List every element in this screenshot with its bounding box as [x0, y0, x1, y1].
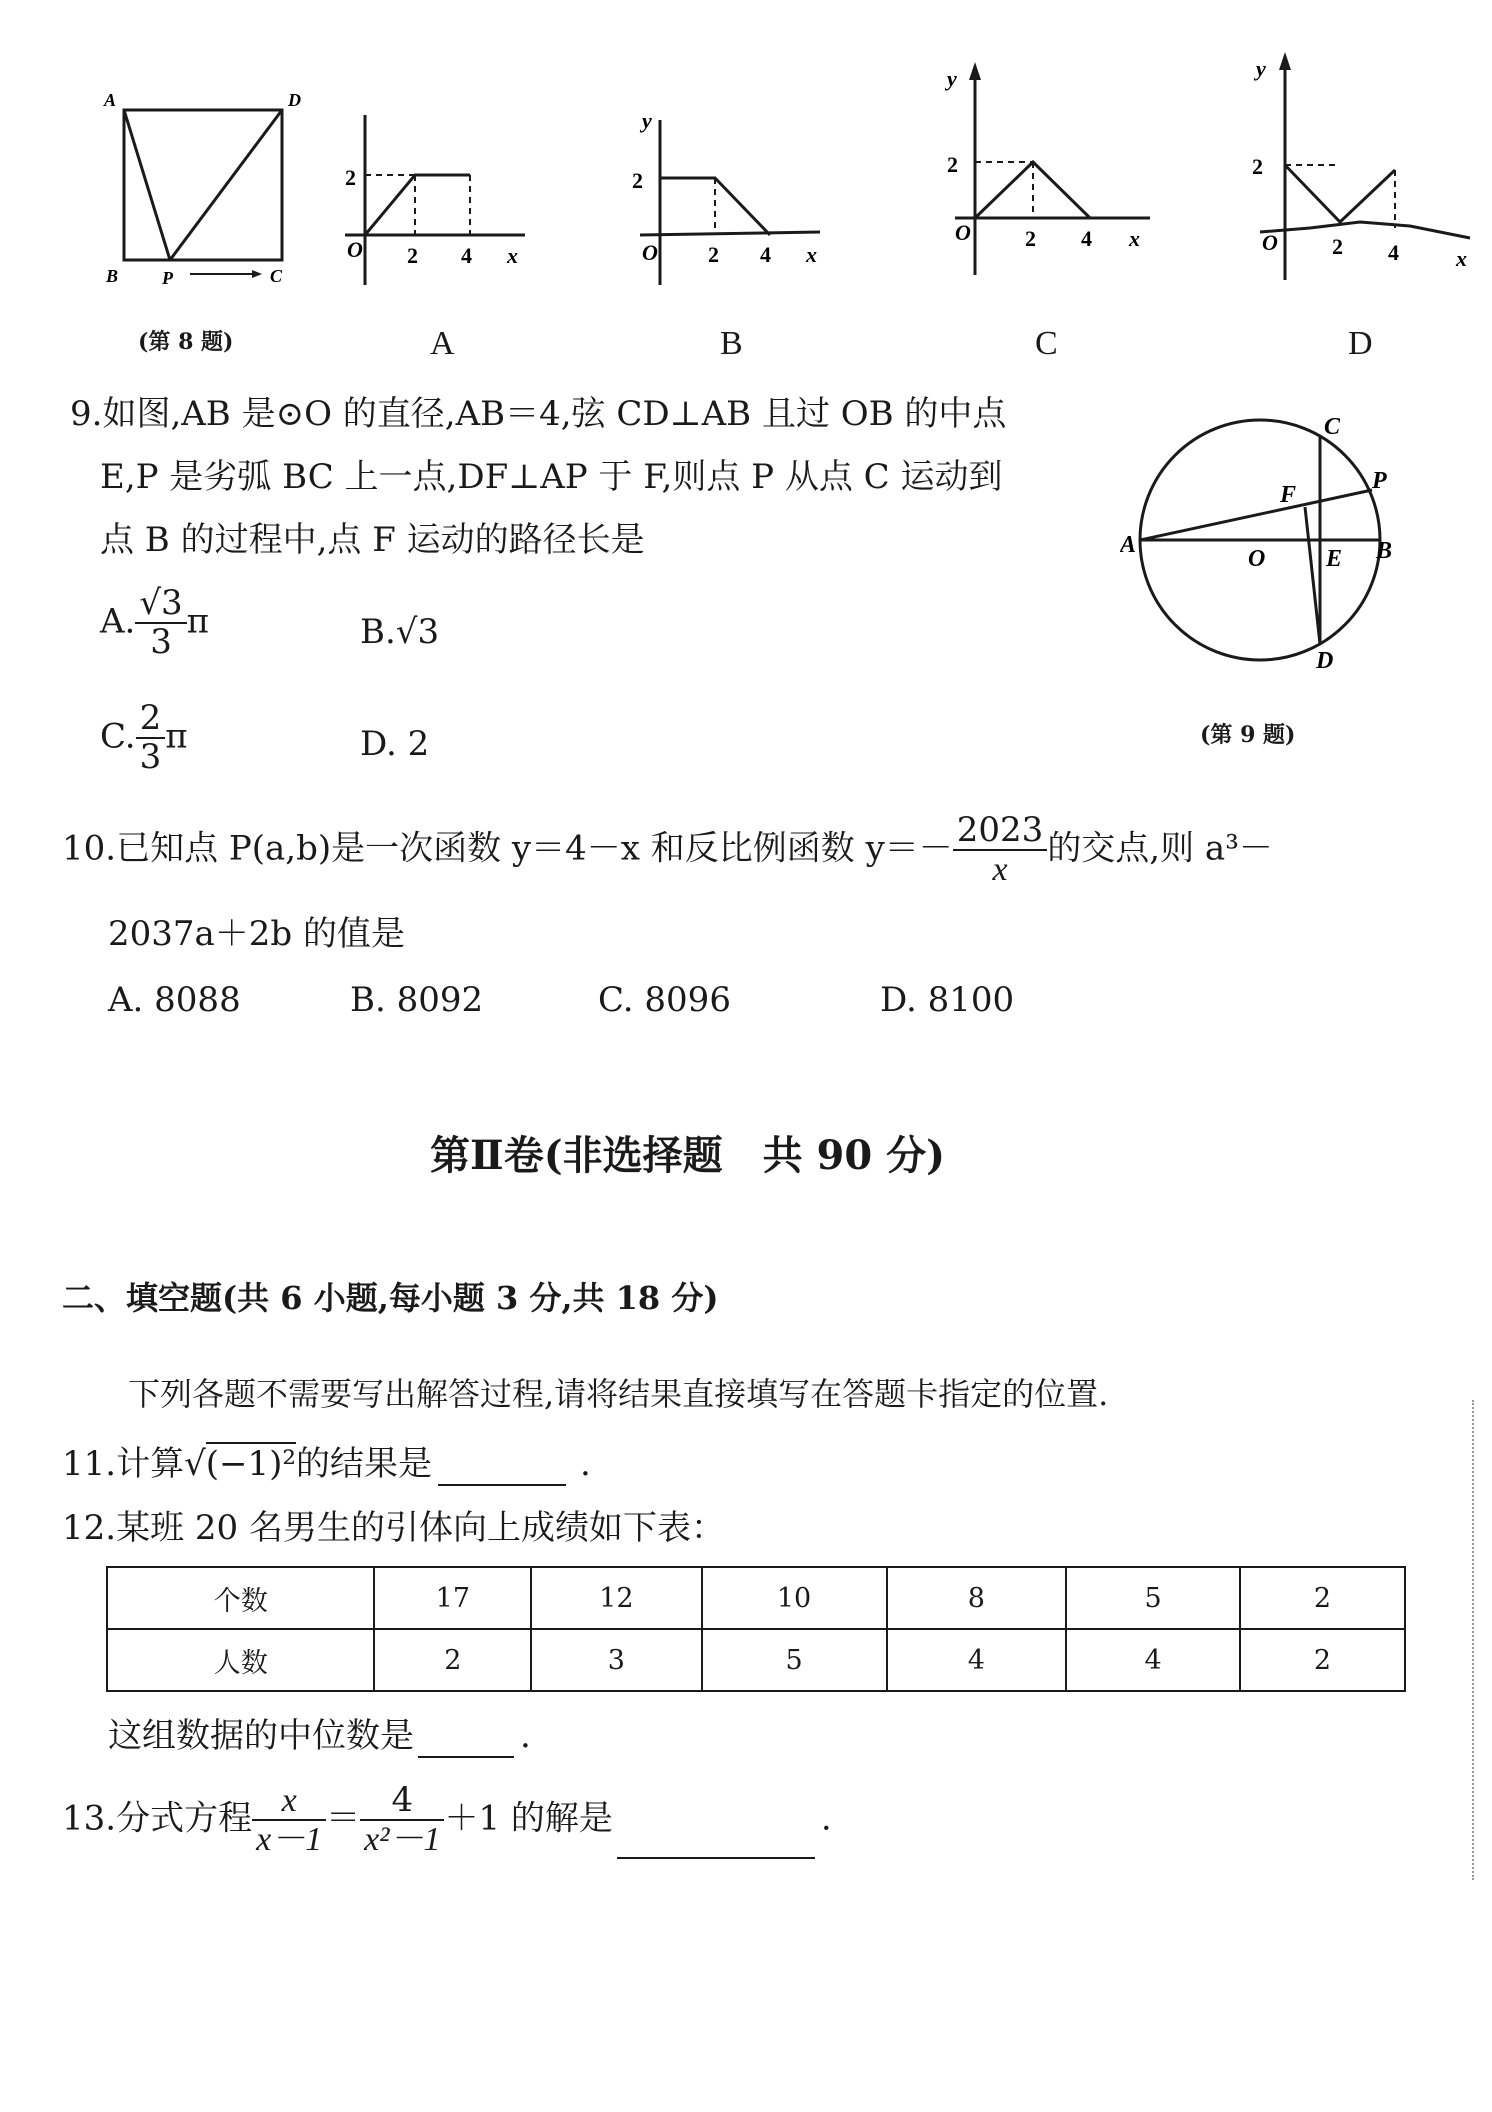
q10-line1: 10.已知点 P(a,b)是一次函数 y＝4－x 和反比例函数 y＝－ $\frac{2023}{x}$ 的交点,则 a³－: [62, 810, 1273, 889]
q8-graph-b: [620, 80, 840, 300]
fill-instruction: 下列各题不需要写出解答过程,请将结果直接填写在答题卡指定的位置.: [128, 1375, 1109, 1413]
svg-text:E: E: [1326, 546, 1343, 572]
q11: 11.计算√(−1)²的结果是 .: [62, 1444, 591, 1484]
table-row: 个数 17 12 10 8 5 2: [107, 1567, 1405, 1629]
sqrt-symbol: √: [184, 1444, 206, 1484]
q8-graph-d: [1230, 40, 1480, 290]
svg-text:O: O: [955, 220, 971, 245]
q10-line2: 2037a＋2b 的值是: [108, 914, 406, 954]
svg-text:C: C: [1324, 414, 1341, 440]
label-b: B: [106, 266, 119, 286]
binding-margin-line: [1472, 1400, 1476, 1880]
svg-text:P: P: [1372, 468, 1387, 494]
q9-option-c[interactable]: C. $\frac{2}{3}$ π: [100, 698, 188, 778]
svg-text:2: 2: [407, 243, 418, 268]
label-d: D: [288, 90, 301, 110]
label-p: P: [162, 268, 173, 288]
q10-option-a[interactable]: A. 8088: [108, 980, 241, 1020]
label-a: A: [104, 90, 117, 110]
q11-answer-blank[interactable]: [438, 1450, 566, 1486]
svg-text:2: 2: [1252, 154, 1263, 179]
svg-text:4: 4: [1388, 240, 1399, 265]
q8-square-figure: [80, 60, 310, 290]
q8-graph-a-label[interactable]: A: [430, 325, 455, 362]
svg-text:2: 2: [947, 152, 958, 177]
svg-text:O: O: [1248, 546, 1266, 572]
section2-title: 第Ⅱ卷(非选择题 共 90 分): [430, 1132, 946, 1179]
q9-line2: E,P 是劣弧 BC 上一点,DF⊥AP 于 F,则点 P 从点 C 运动到: [100, 457, 1003, 497]
q8-graph-d-label[interactable]: D: [1348, 325, 1373, 362]
q8-graph-b-label[interactable]: B: [720, 325, 743, 362]
q12-text: 12.某班 20 名男生的引体向上成绩如下表：: [62, 1508, 725, 1548]
q12-after: 这组数据的中位数是 .: [108, 1716, 531, 1756]
q13: 13.分式方程 $\frac{x}{x-1}$ ＝ $\frac{4}{\text{x²－1}}$ ＋1 的解是 .: [62, 1780, 832, 1859]
svg-text:A: A: [1120, 532, 1137, 558]
svg-text:y: y: [642, 108, 652, 133]
svg-text:2: 2: [1332, 234, 1343, 259]
svg-text:x: x: [806, 242, 817, 267]
svg-text:x: x: [1129, 226, 1140, 251]
svg-text:2: 2: [708, 242, 719, 267]
svg-text:4: 4: [760, 242, 771, 267]
q9-line3: 点 B 的过程中,点 F 运动的路径长是: [100, 520, 645, 560]
svg-text:x: x: [1456, 246, 1467, 271]
q10-option-c[interactable]: C. 8096: [598, 980, 731, 1020]
svg-text:x: x: [507, 243, 518, 268]
q9-circle-figure: [1120, 400, 1420, 680]
q12-answer-blank[interactable]: [418, 1722, 514, 1758]
q8-caption: (第 8 题): [138, 329, 234, 355]
svg-text:4: 4: [1081, 226, 1092, 251]
svg-text:2: 2: [345, 165, 356, 190]
label-c: C: [270, 266, 283, 286]
q8-graph-c-label[interactable]: C: [1035, 325, 1058, 362]
q8-graph-c: [925, 50, 1165, 290]
q9-line1: 9.如图,AB 是⊙O 的直径,AB＝4,弦 CD⊥AB 且过 OB 的中点: [70, 394, 1007, 434]
q9-option-a[interactable]: A. $\frac{√3}{3}$ π: [100, 583, 210, 663]
svg-text:2: 2: [632, 168, 643, 193]
q13-answer-blank[interactable]: [617, 1823, 815, 1859]
q10-option-b[interactable]: B. 8092: [350, 980, 484, 1020]
svg-text:O: O: [347, 237, 363, 262]
table-header-cell: 人数: [107, 1629, 374, 1691]
q12-table: [106, 1566, 1406, 1692]
svg-text:O: O: [1262, 230, 1278, 255]
q8-figure-row: [80, 40, 1480, 360]
svg-text:F: F: [1280, 482, 1297, 508]
fill-heading: 二、填空题(共 6 小题,每小题 3 分,共 18 分): [62, 1279, 719, 1317]
svg-text:D: D: [1316, 648, 1334, 674]
table-header-cell: 个数: [107, 1567, 374, 1629]
svg-text:O: O: [642, 240, 658, 265]
svg-text:2: 2: [1025, 226, 1036, 251]
q9-option-d[interactable]: D. 2: [360, 724, 430, 764]
svg-text:4: 4: [461, 243, 472, 268]
table-row: 人数 2 3 5 4 4 2: [107, 1629, 1405, 1691]
svg-text:y: y: [947, 66, 957, 91]
q10-option-d[interactable]: D. 8100: [880, 980, 1015, 1020]
q11-radicand: (−1)²: [205, 1444, 297, 1484]
q8-graph-a: [335, 95, 535, 295]
q9-caption: (第 9 题): [1200, 722, 1296, 748]
svg-text:y: y: [1256, 56, 1266, 81]
svg-text:B: B: [1376, 538, 1393, 564]
q9-option-b[interactable]: B.√3: [360, 612, 440, 652]
